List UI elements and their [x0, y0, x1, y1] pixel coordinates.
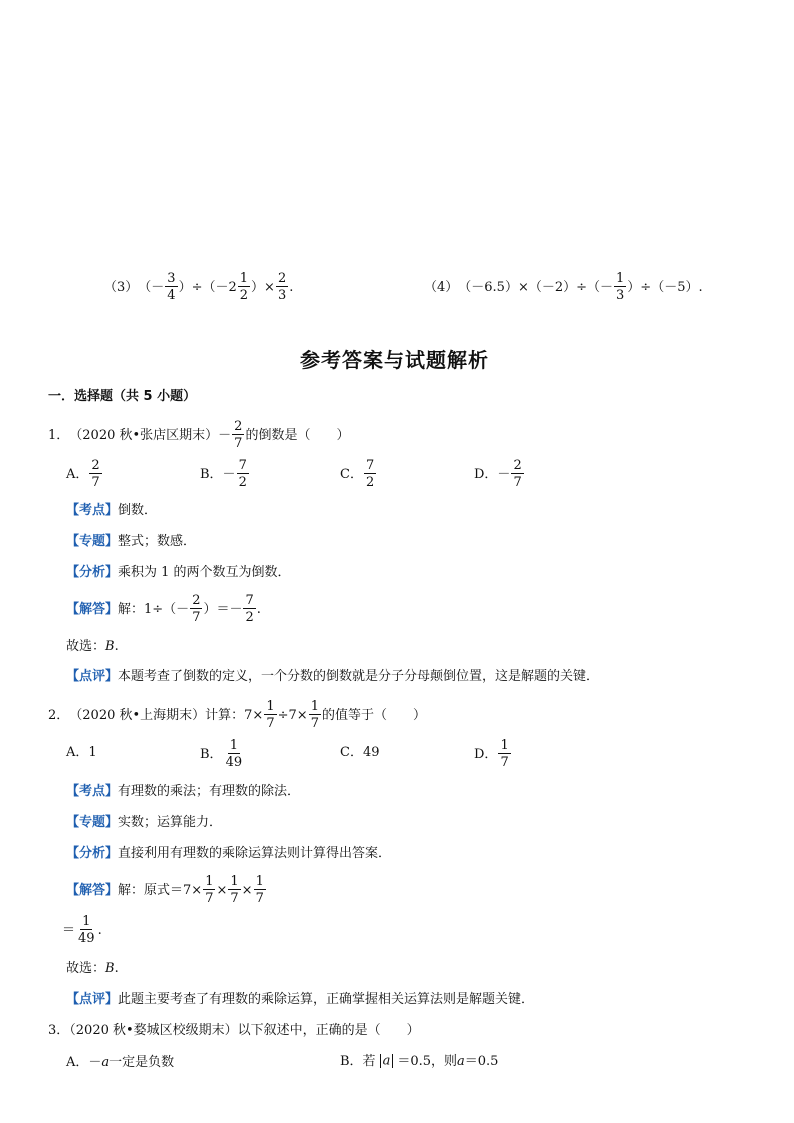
fraction: $\frac{2}{7}$ [91, 458, 100, 490]
zhuanti-line [66, 535, 196, 548]
exercise-4-text: ）÷（－5）. [627, 279, 703, 295]
kaodian-text: 有理数的乘法；有理数的除法． [118, 784, 301, 799]
jieda-text: × [216, 882, 228, 898]
option-b [200, 459, 250, 489]
kaodian-text: 倒数． [118, 503, 158, 518]
fraction: $\frac{7}{2}$ [238, 458, 247, 490]
fenxi-text: 乘积为 1 的两个数互为倒数． [118, 565, 291, 580]
tag-zhuanti: 【专题】 [66, 815, 119, 830]
tag-dianping: 【点评】 [66, 992, 119, 1007]
fraction: $\frac{1}{7}$ [255, 874, 264, 906]
page-title: 参考答案与试题解析 [300, 348, 489, 372]
jieda-text: 解：原式＝7× [118, 882, 203, 898]
section-heading: 一．选择题（共 5 小题） [48, 389, 197, 404]
fraction: $\frac{2}{7}$ [513, 458, 522, 490]
fraction: $\frac{3}{4}$ [167, 271, 176, 303]
variable: a [101, 1055, 110, 1070]
option-a [66, 459, 103, 489]
answer-value: B [105, 639, 115, 654]
jieda-text: ＝ [62, 922, 76, 938]
question-text: 的倒数是（ ） [245, 427, 350, 443]
option-a [66, 1056, 174, 1069]
option-c [340, 459, 377, 489]
fenxi-line [66, 847, 391, 860]
question-source: （2020 秋•张店区期末）－ [69, 427, 232, 443]
fraction: $\frac{1}{3}$ [616, 271, 625, 303]
fenxi-line [66, 566, 291, 579]
option-label: D． [474, 746, 498, 762]
tag-dianping: 【点评】 [66, 669, 119, 684]
tag-jieda: 【解答】 [66, 601, 119, 617]
fraction: $\frac{1}{2}$ [239, 271, 249, 303]
variable: a [457, 1053, 465, 1069]
option-label: A． [66, 466, 89, 482]
answer-value: B [105, 961, 115, 976]
exercise-3-text: ）× [251, 279, 275, 295]
jieda-text: 解：1÷（－ [118, 601, 190, 617]
option-label: D．－ [474, 466, 511, 482]
option-c: C．49 [340, 745, 380, 760]
jieda-text: . [256, 601, 261, 617]
fenxi-text: 直接利用有理数的乘除运算法则计算得出答案． [118, 846, 392, 861]
option-text: 一定是负数 [109, 1055, 175, 1070]
exercise-4-label: （4） [424, 279, 459, 295]
dianping-text: 此题主要考查了有理数的乘除运算，正确掌握相关运算法则是解题关键． [118, 992, 535, 1007]
option-d [474, 739, 512, 769]
fraction: $\frac{2}{7}$ [234, 419, 243, 451]
answer-end: . [114, 639, 119, 654]
question-number: 2． [48, 707, 70, 723]
question-number: 3． [48, 1023, 70, 1038]
jieda-line [66, 594, 261, 624]
option-a: A．1 [66, 745, 97, 760]
question-text: 的值等于（ ） [321, 707, 426, 723]
question-2-stem [48, 700, 426, 730]
dianping-line [66, 670, 599, 683]
jieda-line [66, 875, 267, 905]
option-text: ＝0.5 [464, 1053, 499, 1069]
question-source: （2020 秋•婺城区校级期末）以下叙述中，正确的是（ ） [69, 1023, 420, 1038]
tag-zhuanti: 【专题】 [66, 534, 119, 549]
zhuanti-text: 实数；运算能力． [118, 815, 223, 830]
fraction: $\frac{1}{7}$ [500, 738, 509, 770]
tag-fenxi: 【分析】 [66, 565, 119, 580]
jieda-text: ）＝－ [203, 601, 243, 617]
exercise-3 [104, 272, 293, 302]
fraction: $\frac{1}{7}$ [205, 874, 214, 906]
fraction: $\frac{7}{2}$ [245, 593, 254, 625]
tag-kaodian: 【考点】 [66, 503, 119, 518]
answer-line [66, 640, 119, 653]
dianping-line [66, 993, 534, 1006]
dianping-text: 本题考查了倒数的定义，一个分数的倒数就是分子分母颠倒位置，这是解题的关键． [118, 669, 600, 684]
exercise-3-text: ）÷（－2 [178, 279, 237, 295]
exercise-3-text: （－ [138, 279, 165, 295]
fraction: $\frac{2}{7}$ [192, 593, 201, 625]
answer-line [66, 962, 119, 975]
exercise-4-text: （－6.5）×（－2）÷（－ [458, 279, 614, 295]
option-label: B． [200, 746, 223, 762]
fraction: $\frac{1}{49}$ [225, 738, 243, 770]
option-label: C． [340, 466, 363, 482]
kaodian-line [66, 785, 300, 798]
fraction: $\frac{1}{7}$ [230, 874, 239, 906]
absolute-value: a [376, 1054, 398, 1068]
zhuanti-line [66, 816, 222, 829]
option-text: ＝0.5，则 [397, 1053, 458, 1069]
option-d [474, 459, 525, 489]
exercise-4 [424, 272, 703, 302]
jieda-text: . [97, 922, 102, 938]
option-label: A．－ [66, 1055, 102, 1070]
question-3-stem [48, 1024, 420, 1037]
answer-prefix: 故选： [66, 639, 106, 654]
option-label: B．－ [200, 466, 236, 482]
zhuanti-text: 整式；数感． [118, 534, 197, 549]
fraction: $\frac{2}{3}$ [277, 271, 287, 303]
exercise-3-label: （3） [104, 279, 139, 295]
tag-kaodian: 【考点】 [66, 784, 119, 799]
kaodian-line [66, 504, 157, 517]
question-number: 1． [48, 427, 70, 443]
tag-jieda: 【解答】 [66, 882, 119, 898]
answer-prefix: 故选： [66, 961, 106, 976]
jieda-line-2 [62, 915, 102, 945]
answer-end: . [114, 961, 119, 976]
fraction: $\frac{1}{7}$ [266, 699, 275, 731]
jieda-text: × [241, 882, 253, 898]
option-label: B．若 [340, 1053, 376, 1069]
fraction: $\frac{7}{2}$ [365, 458, 375, 490]
option-b [340, 1054, 498, 1068]
exercise-3-text: . [289, 279, 294, 295]
question-1-stem [48, 420, 349, 450]
tag-fenxi: 【分析】 [66, 846, 119, 861]
question-text: ÷7× [277, 707, 308, 723]
option-b [200, 739, 245, 769]
fraction: $\frac{1}{49}$ [78, 914, 95, 946]
question-source: （2020 秋•上海期末）计算：7× [69, 707, 264, 723]
fraction: $\frac{1}{7}$ [310, 699, 319, 731]
